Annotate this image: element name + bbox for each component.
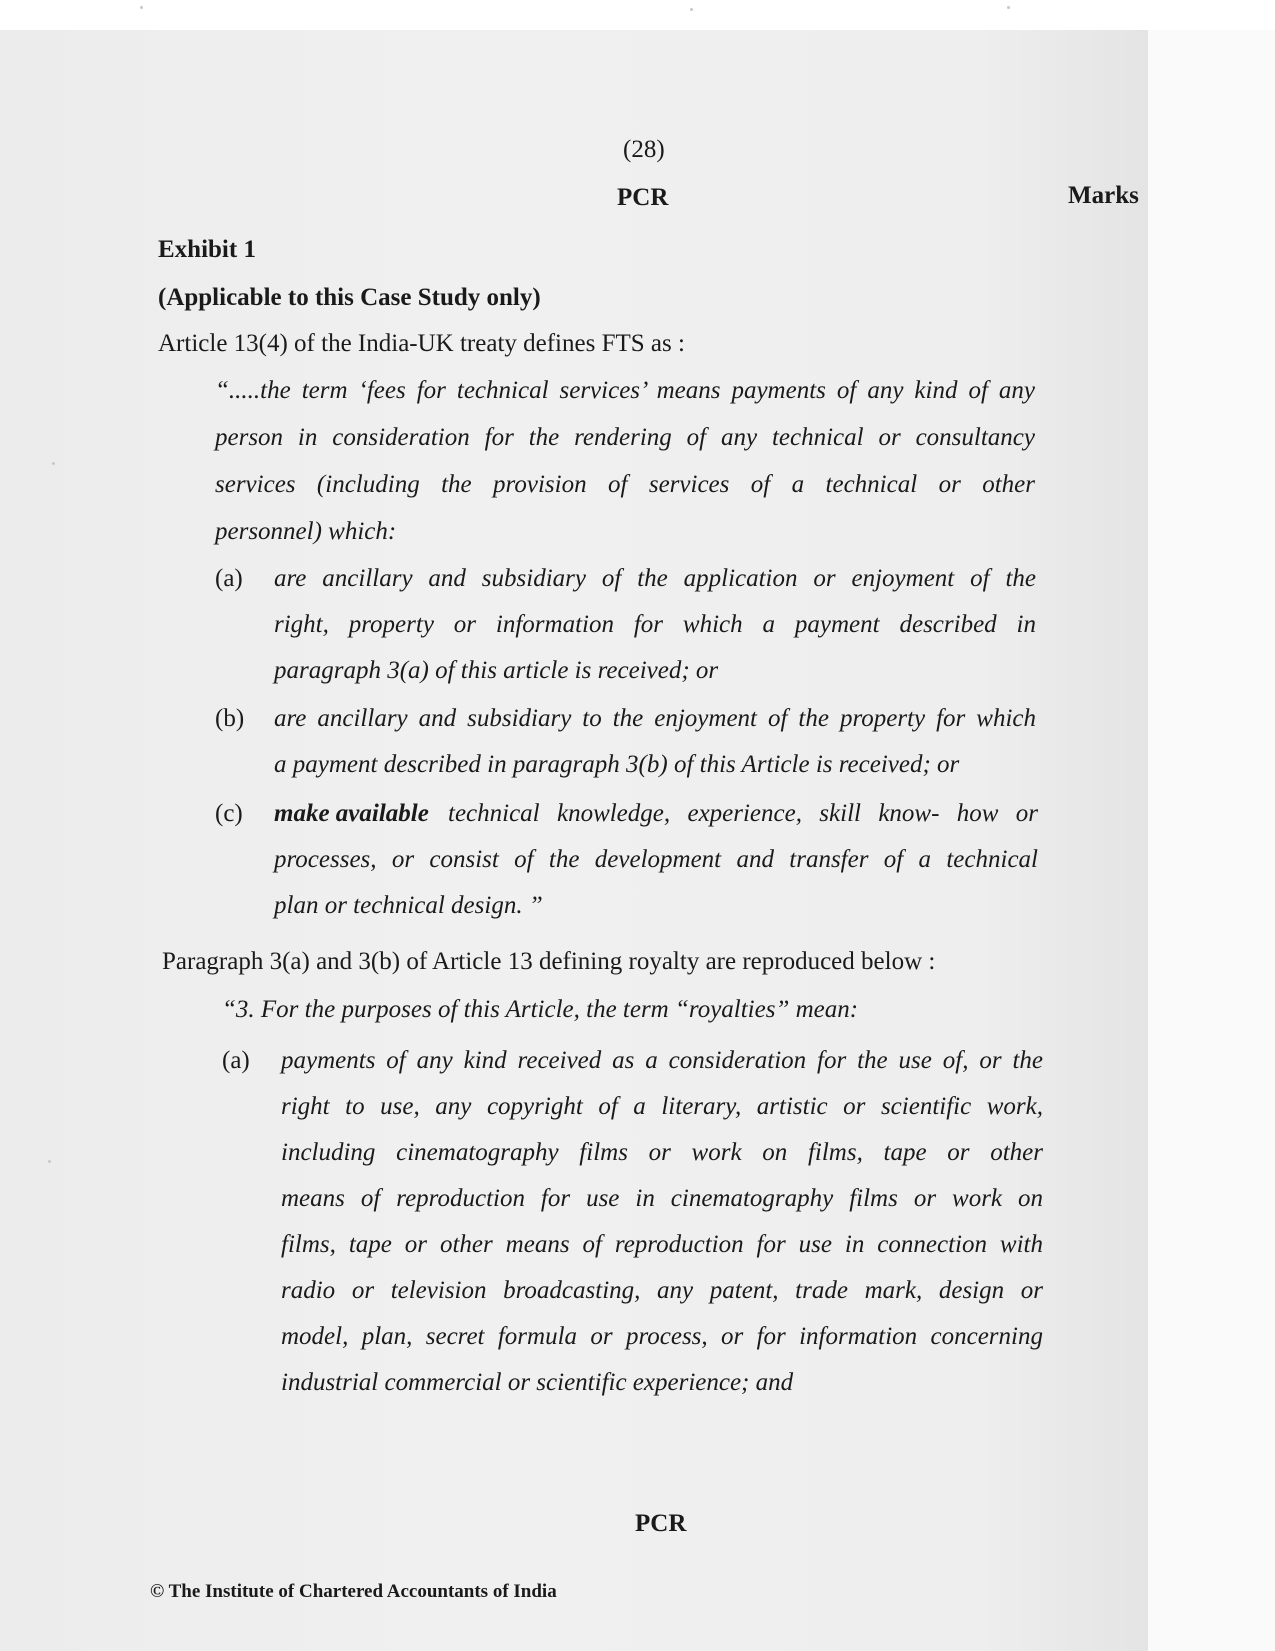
page-margin — [1148, 30, 1275, 1651]
footer-pcr: PCR — [635, 1510, 687, 1537]
fts-item-label: (c) — [215, 800, 243, 827]
fts-item-line: paragraph 3(a) of this article is received; or — [274, 657, 719, 684]
fts-item-line: are ancillary and subsidiary to the enjoyment of the property for which — [274, 705, 1036, 732]
royalty-item-line: radio or television broadcasting, any patent, trade mark, design or — [281, 1277, 1043, 1304]
exhibit-title: Exhibit 1 — [158, 236, 256, 263]
page-number: (28) — [623, 136, 665, 163]
royalty-quote: “3. For the purposes of this Article, the term “royalties” mean: — [222, 996, 859, 1023]
fts-quote-line: services (including the provision of services of a technical or other — [215, 471, 1035, 498]
fts-quote-line: personnel) which: — [215, 518, 397, 545]
royalty-item-line: right to use, any copyright of a literary, artistic or scientific work, — [281, 1093, 1043, 1120]
fts-item-line: plan or technical design. ” — [274, 892, 543, 919]
intro-fts: Article 13(4) of the India-UK treaty defines FTS as : — [158, 330, 685, 357]
applicability-note: (Applicable to this Case Study only) — [158, 284, 541, 311]
royalty-item-line: films, tape or other means of reproduction for use in connection with — [281, 1231, 1043, 1258]
scan-speck — [1007, 6, 1010, 9]
fts-item-line: are ancillary and subsidiary of the application or enjoyment of the — [274, 565, 1036, 592]
royalty-item-line: including cinematography films or work on films, tape or other — [281, 1139, 1043, 1166]
copyright-notice: © The Institute of Chartered Accountants of India — [150, 1581, 557, 1602]
scan-speck — [52, 462, 55, 465]
royalty-item-line: model, plan, secret formula or process, or for information concerning — [281, 1323, 1043, 1350]
fts-item-line: processes, or consist of the development and transfer of a technical — [274, 846, 1038, 873]
fts-item-label: (b) — [215, 705, 245, 732]
scan-speck — [140, 6, 143, 9]
scan-speck — [690, 8, 693, 11]
royalty-item-line: industrial commercial or scientific experience; and — [281, 1369, 794, 1396]
fts-quote-line: “.....the term ‘fees for technical services’ means payments of any kind of any — [215, 377, 1035, 404]
royalty-item-line: payments of any kind received as a consideration for the use of, or the — [281, 1047, 1043, 1074]
scanned-page — [0, 30, 1148, 1651]
fts-item-label: (a) — [215, 565, 243, 592]
royalty-item-line: means of reproduction for use in cinematography films or work on — [281, 1185, 1043, 1212]
fts-quote-line: person in consideration for the rendering of any technical or consultancy — [215, 424, 1035, 451]
fts-item-line: technical knowledge, experience, skill know- how or — [448, 800, 1038, 827]
header-marks: Marks — [1068, 182, 1139, 209]
make-available-emphasis: make available — [274, 800, 429, 827]
scan-speck — [48, 1160, 51, 1163]
royalty-item-label: (a) — [222, 1047, 250, 1074]
fts-item-line: right, property or information for which a payment described in — [274, 611, 1036, 638]
intro-royalty: Paragraph 3(a) and 3(b) of Article 13 defining royalty are reproduced below : — [162, 948, 936, 975]
fts-item-line: a payment described in paragraph 3(b) of this Article is received; or — [274, 751, 960, 778]
header-pcr: PCR — [617, 184, 669, 211]
